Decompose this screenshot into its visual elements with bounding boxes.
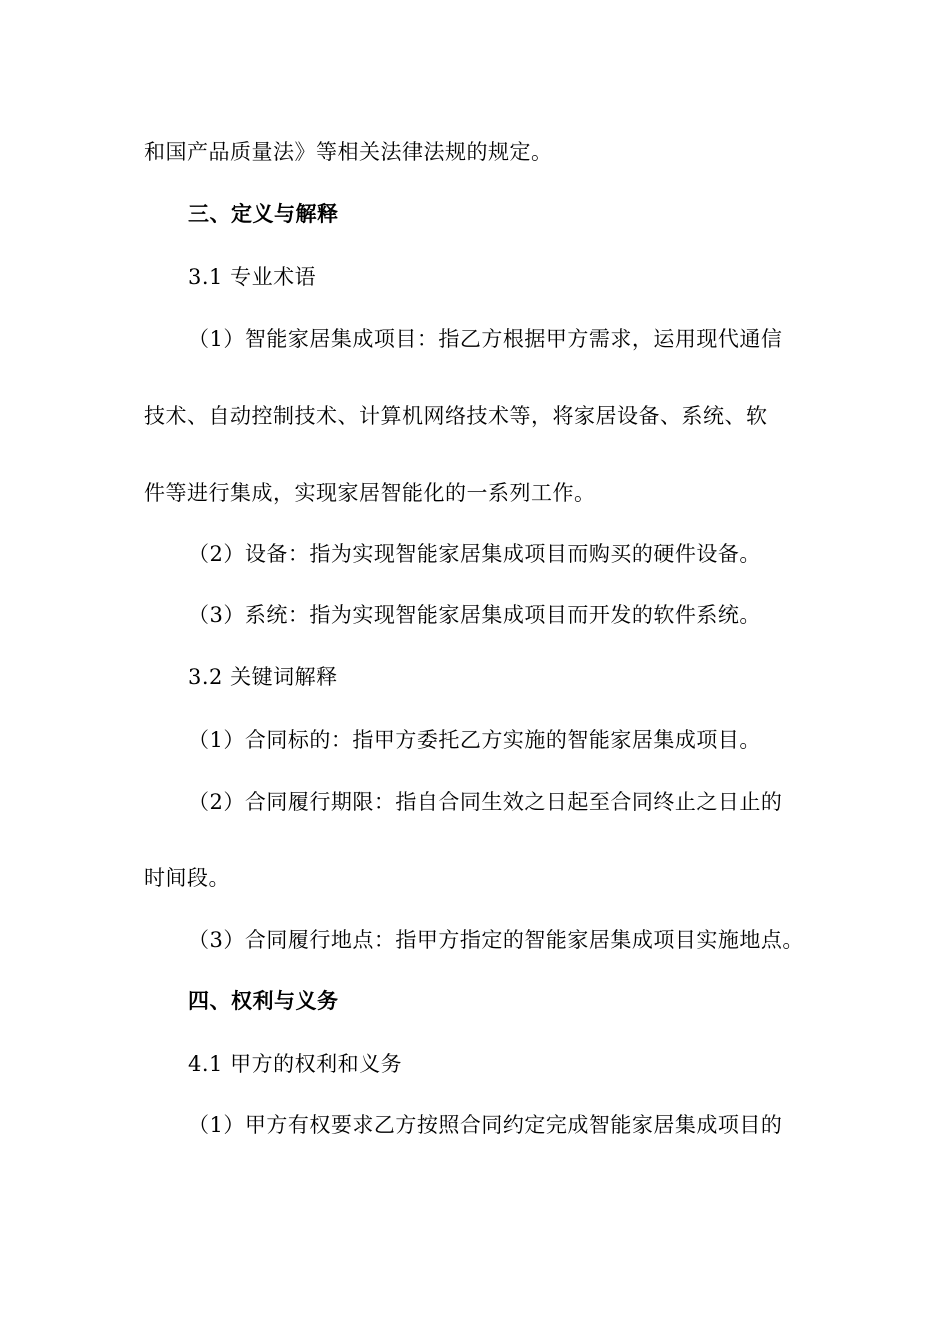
definition-item-2: （2）设备：指为实现智能家居集成项目而购买的硬件设备。: [188, 542, 761, 566]
definition-item-3: （3）系统：指为实现智能家居集成项目而开发的软件系统。: [188, 603, 761, 627]
rights-item-1-line-1: （1）甲方有权要求乙方按照合同约定完成智能家居集成项目的: [188, 1113, 783, 1137]
definition-item-1-line-2: 技术、自动控制技术、计算机网络技术等，将家居设备、系统、软: [144, 404, 768, 428]
definition-item-1-line-3: 件等进行集成，实现家居智能化的一系列工作。: [144, 481, 596, 505]
keyword-item-3: （3）合同履行地点：指甲方指定的智能家居集成项目实施地点。: [188, 928, 804, 952]
keyword-item-2-line-2: 时间段。: [144, 866, 230, 890]
keyword-item-2-line-1: （2）合同履行期限：指自合同生效之日起至合同终止之日止的: [188, 790, 783, 814]
paragraph-continuation: 和国产品质量法》等相关法律法规的规定。: [144, 140, 553, 164]
definition-item-1-line-1: （1）智能家居集成项目：指乙方根据甲方需求，运用现代通信: [188, 327, 783, 351]
subsection-heading-3-2: 3.2 关键词解释: [188, 665, 338, 689]
subsection-heading-4-1: 4.1 甲方的权利和义务: [188, 1052, 403, 1076]
keyword-item-1: （1）合同标的：指甲方委托乙方实施的智能家居集成项目。: [188, 728, 761, 752]
subsection-heading-3-1: 3.1 专业术语: [188, 265, 317, 289]
section-heading-4: 四、权利与义务: [188, 989, 339, 1013]
section-heading-3: 三、定义与解释: [188, 202, 339, 226]
